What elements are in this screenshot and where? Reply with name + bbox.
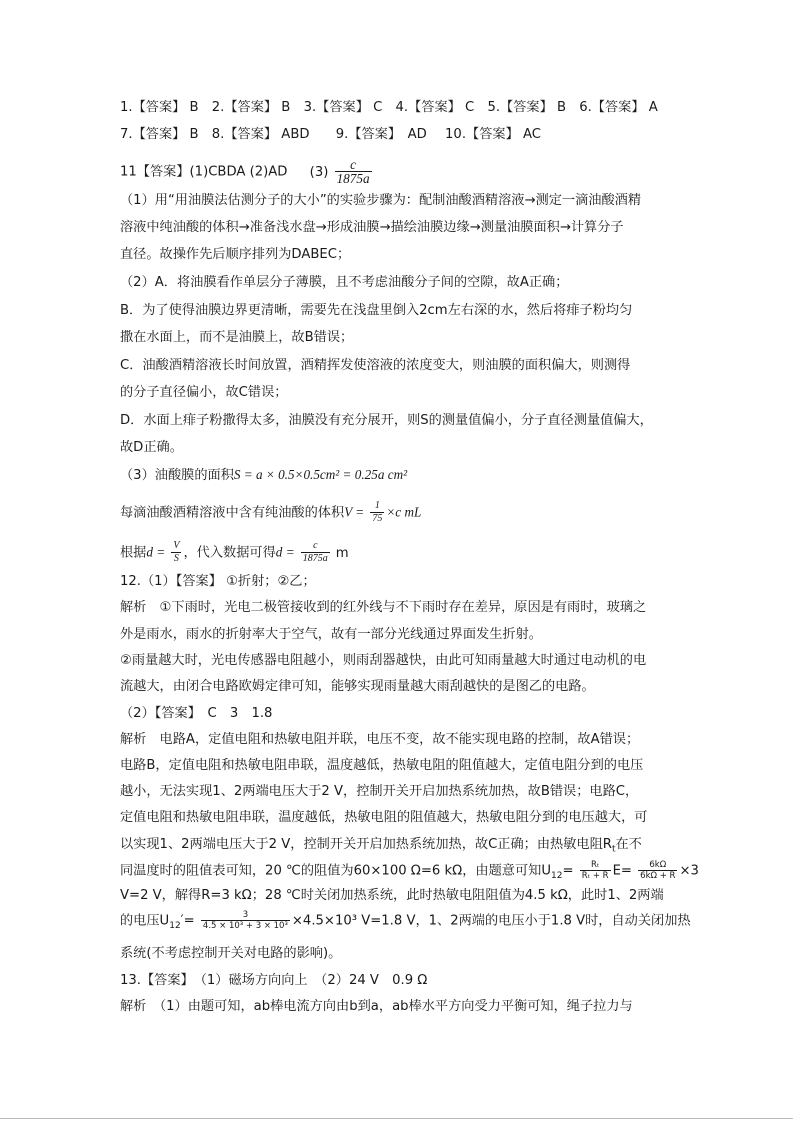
q12-text-line: V=2 V，解得R=3 kΩ；28 ℃时关闭加热系统，此时热敏电阻阻值为4.5 kΩ，此时1、2两端 — [120, 888, 664, 903]
page-bottom-divider — [0, 1118, 793, 1119]
q11-text-line: 撒在水面上，而不是油膜上，故B错误； — [120, 330, 354, 345]
q11-part3-label: (3) — [309, 164, 329, 180]
answers-row-2 — [120, 126, 550, 144]
q11-diameter-line — [120, 540, 349, 565]
fraction-numerator: 1 — [370, 500, 384, 513]
q12-ratio-fraction — [580, 860, 611, 881]
q13-text-line: 解析 （1）由题可知，ab棒电流方向由b到a，ab棒水平方向受力平衡可知，绳子拉力与 — [120, 999, 633, 1014]
q11-volume-line — [120, 500, 421, 525]
q12-part2-heading: （2）【答案】 C 3 1.8 — [120, 706, 273, 721]
subscript: 12 — [169, 921, 181, 932]
fraction-numerator: c — [335, 158, 372, 172]
q11-text-line: 溶液中纯油酸的体积→准备浅水盘→形成油膜→描绘油膜边缘→测量油膜面积→计算分子 — [120, 220, 624, 235]
answer-item: 7.【答案】 B — [120, 127, 199, 142]
q11-text-line: C．油酸酒精溶液长时间放置，酒精挥发使溶液的浓度变大，则油膜的面积偏大，则测得 — [120, 358, 631, 373]
q11-diameter-unit: m — [335, 545, 349, 561]
q11-diameter-label: 根据 — [120, 545, 147, 561]
q12-text-line: 解析 电路A，定值电阻和热敏电阻并联，电压不变，故不能实现电路的控制，故A错误； — [120, 732, 640, 747]
fraction-denominator: 4.5 × 10³ + 3 × 10³ — [202, 921, 288, 931]
q12-text-line: 解析 ①下雨时，光电二极管接收到的红外线与不下雨时存在差异，原因是有雨时，玻璃之 — [120, 600, 647, 615]
q12-text-segment: E= — [612, 863, 632, 879]
fraction-numerator: c — [301, 540, 330, 553]
answer-item: 1.【答案】 B — [120, 100, 199, 115]
q12-text-segment: ′= — [180, 913, 195, 929]
q11-diameter-lhs2: d = — [275, 544, 295, 560]
q12-heading: 12.（1）【答案】 ①折射；②乙； — [120, 574, 316, 589]
q12-text-line: ②雨量越大时，光电传感器电阻越小，则雨刮器越快，由此可知雨量越大时通过电动机的电 — [120, 653, 647, 668]
fraction-denominator: 6kΩ + R — [640, 871, 676, 881]
q11-volume-rhs: ×c mL — [386, 504, 422, 520]
answers-row-1 — [120, 99, 667, 117]
q12-text-segment: 以实现1、2两端电压大于2 V，控制开关开启加热系统加热，故C正确；由热敏电阻R — [120, 837, 612, 852]
q12-text-segment: 同温度时的阻值表可知，20 ℃的阻值为60×100 Ω=6 kΩ，由题意可知U — [120, 863, 551, 879]
q12-text-line: 流越大，由闭合电路欧姆定律可知，能够实现雨量越大雨刮越快的是图乙的电路。 — [120, 679, 595, 694]
q11-volume-lhs: V = — [344, 504, 365, 520]
q12-formula-line — [120, 860, 699, 885]
q12-text-line: 电路B，定值电阻和热敏电阻串联，温度越低，热敏电阻的阻值越大，定值电阻分到的电压 — [120, 758, 644, 773]
q11-area-label: （3）油酸膜的面积 — [120, 468, 234, 483]
fraction-denominator: 75 — [372, 513, 383, 524]
q11-text-line: D．水面上痱子粉撒得太多，油膜没有充分展开，则S的测量值偏小，分子直径测量值偏大， — [120, 413, 653, 428]
q11-text-line: 故D正确。 — [120, 440, 183, 455]
q12-text-line: 越小，无法实现1、2两端电压大于2 V，控制开关开启加热系统加热，故B错误；电路C， — [120, 784, 639, 799]
q13-heading: 13.【答案】 （1）磁场方向向上 （2）24 V 0.9 Ω — [120, 973, 428, 988]
answer-item: 8.【答案】 ABD — [211, 127, 310, 142]
answer-item: 4.【答案】 C — [395, 100, 475, 115]
q11-volume-fraction — [370, 500, 384, 525]
fraction-denominator: S — [173, 553, 179, 564]
q11-diameter-fraction-2 — [301, 540, 330, 565]
q11-area-line — [120, 466, 407, 485]
q12-formula-line-2 — [120, 910, 691, 935]
q11-diameter-mid: ，代入数据可得 — [183, 545, 276, 561]
q12-text-line: 定值电阻和热敏电阻串联，温度越低，热敏电阻的阻值越大，热敏电阻分到的电压越大，可 — [120, 810, 648, 825]
q11-diameter-lhs: d = — [146, 544, 166, 560]
q12-text-segment: ×3 — [679, 863, 699, 879]
answer-item: 3.【答案】 C — [303, 100, 383, 115]
q12-text-segment: ×4.5×10³ V=1.8 V，1、2两端的电压小于1.8 V时，自动关闭加热 — [291, 913, 691, 929]
q12-text-segment: = — [562, 863, 574, 879]
subscript: t — [611, 844, 616, 855]
q11-text-line: B．为了使得油膜边界更清晰，需要先在浅盘里倒入2cm左右深的水，然后将痱子粉均匀 — [120, 303, 633, 318]
q11-area-formula: S = a × 0.5×0.5cm² = 0.25a cm² — [233, 467, 408, 482]
q12-voltage-fraction — [201, 910, 290, 931]
q12-text-line — [120, 836, 642, 859]
q11-fraction — [335, 158, 372, 185]
q12-text-segment: 在不 — [615, 837, 642, 852]
q12-text-line: 外是雨水，雨水的折射率大于空气，故有一部分光线通过界面发生折射。 — [120, 627, 542, 642]
q11-answer: 11【答案】(1)CBDA (2)AD — [120, 164, 288, 180]
fraction-numerator: 3 — [201, 910, 290, 921]
fraction-numerator: Rₜ — [580, 860, 611, 871]
q12-text-line: 系统(不考虑控制开关对电路的影响)。 — [120, 946, 342, 961]
q11-diameter-fraction — [171, 540, 181, 565]
q12-value-fraction — [638, 860, 677, 881]
q11-volume-label: 每滴油酸酒精溶液中含有纯油酸的体积 — [120, 505, 345, 521]
q11-heading — [120, 158, 374, 185]
answer-item: 6.【答案】 A — [579, 100, 658, 115]
q11-text-line: 直径。故操作先后顺序排列为DABEC； — [120, 247, 351, 262]
fraction-numerator: 6kΩ — [638, 860, 677, 871]
fraction-denominator: 1875a — [302, 553, 328, 564]
q11-text-line: 的分子直径偏小，故C错误； — [120, 385, 288, 400]
answer-item: 5.【答案】 B — [487, 100, 567, 115]
fraction-numerator: V — [173, 540, 180, 551]
fraction-denominator: Rₜ + R — [581, 871, 609, 881]
answer-item: 10.【答案】 AC — [445, 127, 541, 142]
q12-text-segment: 的电压U — [120, 913, 170, 929]
answer-item: 9.【答案】 AD — [335, 127, 427, 142]
q11-text-line: （1）用“用油膜法估测分子的大小”的实验步骤为：配制油酸酒精溶液→测定一滴油酸酒精 — [120, 193, 642, 208]
answer-item: 2.【答案】 B — [211, 100, 291, 115]
q11-text-line: （2）A．将油膜看作单层分子薄膜，且不考虑油酸分子间的空隙，故A正确； — [120, 275, 569, 290]
subscript: 12 — [551, 871, 563, 882]
fraction-denominator: 1875a — [336, 171, 370, 186]
